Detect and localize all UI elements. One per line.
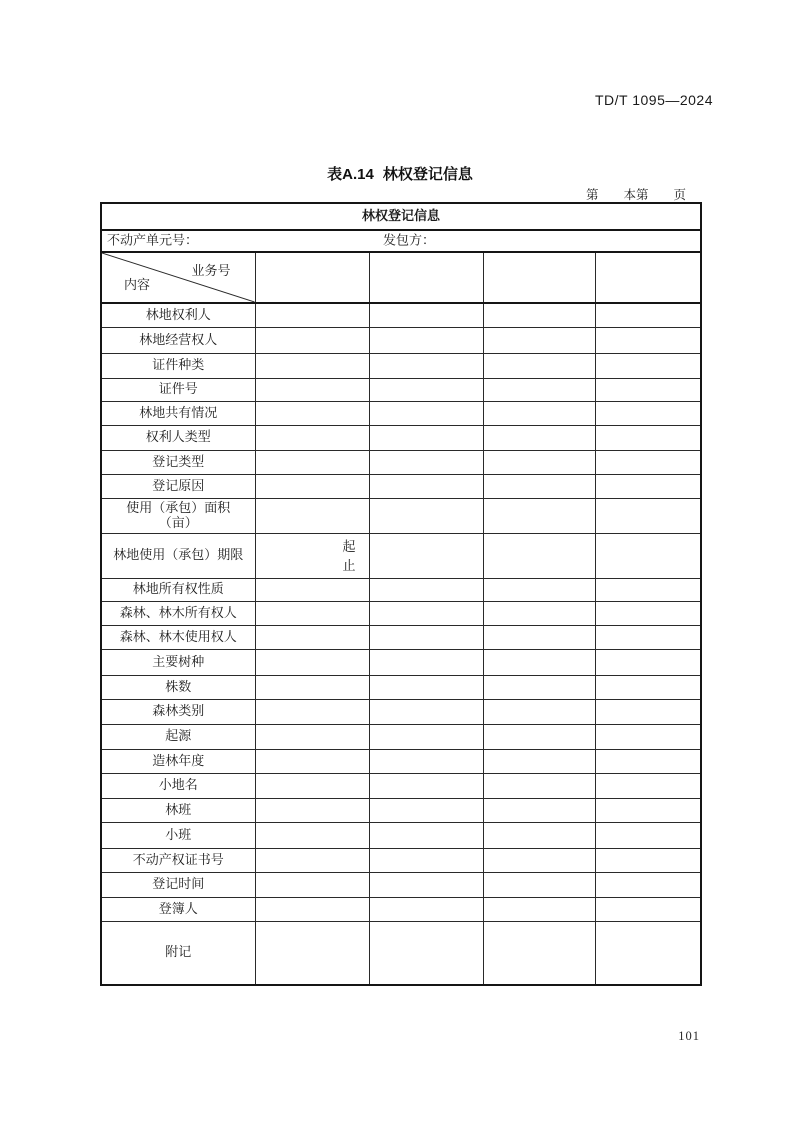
standard-code: TD/T 1095—2024: [594, 92, 713, 108]
entry-cell: [369, 699, 483, 724]
row-label: 登记类型: [101, 450, 255, 474]
entry-cell: [483, 724, 595, 749]
entry-cell: [483, 601, 595, 625]
entry-cell: [255, 749, 369, 773]
form-row: [101, 498, 701, 533]
entry-cell: [595, 425, 701, 450]
entry-cell: [369, 378, 483, 401]
row-label: 不动产权证书号: [101, 848, 255, 872]
entry-cell: [595, 724, 701, 749]
form-row: [101, 474, 701, 498]
entry-cell: [595, 401, 701, 425]
entry-cell: [369, 675, 483, 699]
row-label: 登记原因: [101, 474, 255, 498]
row-label: 林地经营权人: [101, 327, 255, 353]
table-caption-number: 表A.14: [327, 166, 374, 183]
entry-cell: [595, 749, 701, 773]
form-row: [101, 303, 701, 327]
form-row: [101, 450, 701, 474]
row-label: 森林、林木所有权人: [101, 601, 255, 625]
unit-number-row: [101, 230, 701, 252]
entry-cell: [255, 921, 369, 985]
volume-page-note: 第 本第 页: [585, 188, 686, 202]
entry-cell: [369, 401, 483, 425]
row-label: 林地使用（承包）期限: [101, 533, 255, 578]
entry-cell: [595, 327, 701, 353]
entry-cell: [369, 822, 483, 848]
row-label: 林地所有权性质: [101, 578, 255, 601]
entry-cell: [595, 378, 701, 401]
entry-cell: [369, 773, 483, 798]
entry-cell: [595, 303, 701, 327]
diagonal-header-cell: [101, 252, 255, 303]
form-row: [101, 401, 701, 425]
entry-cell: [369, 848, 483, 872]
entry-cell: [595, 921, 701, 985]
entry-cell: [483, 822, 595, 848]
table-caption-title: 林权登记信息: [382, 166, 473, 183]
form-row: [101, 601, 701, 625]
form-row: [101, 327, 701, 353]
row-label: 小地名: [101, 773, 255, 798]
business-number-cell: [369, 252, 483, 303]
form-row: [101, 822, 701, 848]
row-label: 株数: [101, 675, 255, 699]
row-label: 林地共有情况: [101, 401, 255, 425]
entry-cell: [483, 578, 595, 601]
form-row: [101, 749, 701, 773]
entry-cell: [369, 327, 483, 353]
form-row: [101, 378, 701, 401]
entry-cell: [255, 450, 369, 474]
table-header-row: [101, 203, 701, 230]
page-number: 101: [678, 1029, 700, 1043]
row-label: 小班: [101, 822, 255, 848]
form-row: [101, 625, 701, 649]
entry-cell: [483, 533, 595, 578]
entry-cell: [595, 649, 701, 675]
entry-cell: [595, 848, 701, 872]
entry-cell: [255, 699, 369, 724]
form-row: [101, 578, 701, 601]
entry-cell: [255, 773, 369, 798]
row-label: 森林类别: [101, 699, 255, 724]
forest-rights-registration-table: [100, 202, 702, 986]
entry-cell: [255, 353, 369, 378]
row-label: 证件种类: [101, 353, 255, 378]
entry-cell: [369, 425, 483, 450]
entry-cell: [369, 749, 483, 773]
form-row: [101, 649, 701, 675]
form-row: [101, 699, 701, 724]
entry-cell: [483, 675, 595, 699]
entry-cell: [595, 822, 701, 848]
entry-cell: [255, 822, 369, 848]
entry-cell: [483, 921, 595, 985]
form-row: [101, 773, 701, 798]
form-row: [101, 353, 701, 378]
entry-cell: [483, 699, 595, 724]
entry-cell: [369, 533, 483, 578]
business-number-cell: [595, 252, 701, 303]
entry-cell: [595, 533, 701, 578]
entry-cell: [255, 303, 369, 327]
matrix-header-row: [101, 252, 701, 303]
row-label: 登记时间: [101, 872, 255, 897]
entry-cell: [369, 450, 483, 474]
row-label: 登簿人: [101, 897, 255, 921]
entry-cell: [369, 649, 483, 675]
entry-cell: [369, 897, 483, 921]
entry-cell: [483, 773, 595, 798]
form-row: [101, 425, 701, 450]
immovable-unit-number-label: 不动产单元号：: [107, 232, 199, 248]
entry-cell: [595, 798, 701, 822]
form-row: [101, 921, 701, 985]
form-row: [101, 675, 701, 699]
entry-cell: [483, 303, 595, 327]
form-row: [101, 798, 701, 822]
period-sublabel: 起: [342, 538, 356, 554]
entry-cell: [483, 848, 595, 872]
entry-cell: [255, 474, 369, 498]
row-label: 森林、林木使用权人: [101, 625, 255, 649]
entry-cell: [255, 401, 369, 425]
entry-cell: [255, 848, 369, 872]
entry-cell: [595, 897, 701, 921]
entry-cell: [595, 675, 701, 699]
entry-cell: [595, 450, 701, 474]
entry-cell: [595, 498, 701, 533]
entry-cell: [369, 798, 483, 822]
contract-issuer-label: 发包方：: [383, 232, 436, 248]
row-label: 证件号: [101, 378, 255, 401]
entry-cell: [369, 625, 483, 649]
entry-cell: [255, 724, 369, 749]
form-row: [101, 872, 701, 897]
entry-cell: [255, 601, 369, 625]
form-rows-body: [101, 303, 701, 985]
entry-cell: [483, 749, 595, 773]
business-number-cell: [483, 252, 595, 303]
row-label: 附记: [101, 921, 255, 985]
entry-cell: [483, 625, 595, 649]
entry-cell: [255, 533, 369, 578]
business-number-cell: [255, 252, 369, 303]
entry-cell: [595, 601, 701, 625]
entry-cell: [483, 872, 595, 897]
entry-cell: [369, 724, 483, 749]
entry-cell: [255, 578, 369, 601]
entry-cell: [255, 675, 369, 699]
entry-cell: [483, 474, 595, 498]
row-label: 主要树种: [101, 649, 255, 675]
business-number-label: 业务号: [191, 263, 231, 278]
entry-cell: [483, 498, 595, 533]
entry-cell: [595, 872, 701, 897]
entry-cell: [369, 601, 483, 625]
entry-cell: [369, 872, 483, 897]
form-row: [101, 897, 701, 921]
entry-cell: [255, 897, 369, 921]
entry-cell: [483, 649, 595, 675]
entry-cell: [255, 425, 369, 450]
entry-cell: [595, 474, 701, 498]
entry-cell: [369, 921, 483, 985]
row-label: 林班: [101, 798, 255, 822]
row-label: 使用（承包）面积 （亩）: [101, 498, 255, 533]
entry-cell: [483, 353, 595, 378]
entry-cell: [483, 450, 595, 474]
period-sublabel: 止: [342, 557, 356, 573]
entry-cell: [483, 425, 595, 450]
form-row: [101, 533, 701, 578]
row-label: 林地权利人: [101, 303, 255, 327]
entry-cell: [255, 649, 369, 675]
entry-cell: [369, 353, 483, 378]
table-header-title: 林权登记信息: [101, 203, 701, 230]
entry-cell: [255, 872, 369, 897]
entry-cell: [369, 498, 483, 533]
entry-cell: [595, 699, 701, 724]
row-label: 起源: [101, 724, 255, 749]
entry-cell: [255, 798, 369, 822]
entry-cell: [255, 625, 369, 649]
content-label: 内容: [124, 277, 151, 293]
form-row: [101, 848, 701, 872]
entry-cell: [255, 327, 369, 353]
entry-cell: [483, 897, 595, 921]
entry-cell: [369, 474, 483, 498]
entry-cell: [595, 578, 701, 601]
entry-cell: [369, 303, 483, 327]
row-label: 造林年度: [101, 749, 255, 773]
unit-number-cell: [101, 230, 701, 252]
row-label: 权利人类型: [101, 425, 255, 450]
entry-cell: [369, 578, 483, 601]
table-caption: [100, 163, 700, 184]
form-row: [101, 724, 701, 749]
entry-cell: [255, 378, 369, 401]
entry-cell: [483, 327, 595, 353]
entry-cell: [595, 353, 701, 378]
entry-cell: [483, 378, 595, 401]
entry-cell: [595, 625, 701, 649]
entry-cell: [595, 773, 701, 798]
entry-cell: [255, 498, 369, 533]
entry-cell: [483, 798, 595, 822]
entry-cell: [483, 401, 595, 425]
